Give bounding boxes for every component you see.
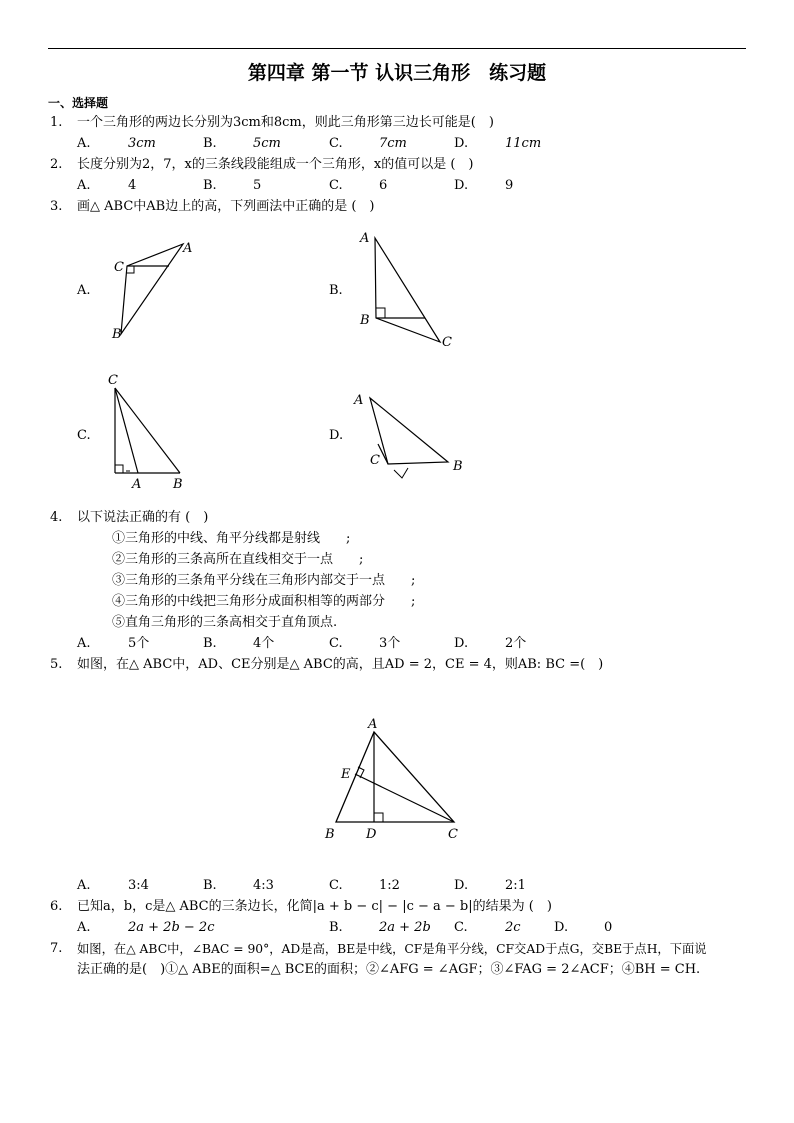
vertex-label: B [173, 477, 183, 492]
side-cb [115, 388, 180, 473]
question-number: 2. [50, 157, 63, 172]
right-angle-mark [394, 468, 408, 478]
option-value: 0 [604, 920, 613, 935]
right-angle-mark-d [374, 813, 383, 822]
vertex-label: C [114, 260, 124, 275]
vertex-label: B [112, 327, 122, 342]
question-text: 以下说法正确的有 ( ) [77, 510, 209, 525]
question-number: 5. [50, 657, 63, 672]
option-value: 3个 [379, 636, 401, 651]
option-value: 5个 [128, 636, 150, 651]
option-label: D. [454, 878, 469, 893]
option-value: 3cm [128, 136, 156, 151]
option-label: C. [329, 636, 343, 651]
option-label: D. [454, 136, 469, 151]
option-label: C. [329, 178, 343, 193]
side-ca [115, 388, 138, 473]
option-value: 6 [379, 178, 388, 193]
vertex-label: B [360, 313, 370, 328]
right-angle-mark [376, 308, 385, 318]
statement-5: ⑤直角三角形的三条高相交于直角顶点. [112, 615, 338, 630]
option-label: A. [77, 636, 91, 651]
option-label: B. [329, 283, 343, 298]
option-label: A. [77, 136, 91, 151]
question-number: 3. [50, 199, 63, 214]
vertex-label: A [354, 393, 364, 408]
option-label: D. [329, 428, 344, 443]
question-number: 4. [50, 510, 63, 525]
option-value: 9 [505, 178, 514, 193]
option-label: B. [203, 178, 217, 193]
q3-figure-c [100, 370, 195, 495]
vertex-label: D [366, 827, 377, 842]
option-value: 4个 [253, 636, 275, 651]
question-number: 6. [50, 899, 63, 914]
option-value: 5 [253, 178, 262, 193]
option-label: A. [77, 178, 91, 193]
option-label: C. [329, 136, 343, 151]
option-label: C. [329, 878, 343, 893]
option-label: D. [454, 636, 469, 651]
vertex-label: C [448, 827, 458, 842]
option-value: 2个 [505, 636, 527, 651]
option-label: D. [554, 920, 569, 935]
question-text: 如图，在△ ABC中，AD、CE分别是△ ABC的高，且AD = 2，CE = 4，则AB: BC =( ) [77, 657, 604, 672]
option-label: D. [454, 178, 469, 193]
option-value: 3:4 [128, 878, 149, 893]
option-label: B. [203, 636, 217, 651]
option-label: B. [329, 920, 343, 935]
question-text: 已知a，b，c是△ ABC的三条边长，化简|a + b − c| − |c − a − b|的结果为 ( ) [77, 899, 552, 914]
question-7-continued: 法正确的是( )①△ ABE的面积=△ BCE的面积；②∠AFG = ∠AGF；③∠FAG = 2∠ACF；④BH = CH. [77, 962, 701, 977]
triangle-abc [336, 732, 454, 822]
right-angle-mark [115, 465, 123, 473]
option-label: B. [203, 136, 217, 151]
option-value: 7cm [379, 136, 407, 151]
top-rule [48, 48, 746, 49]
option-value: 4:3 [253, 878, 274, 893]
question-text: 一个三角形的两边长分别为3cm和8cm，则此三角形第三边长可能是( ) [77, 115, 494, 130]
vertex-label: B [453, 459, 463, 474]
vertex-label: C [108, 373, 118, 388]
option-value: 5cm [253, 136, 281, 151]
statement-2: ②三角形的三条高所在直线相交于一点 ; [112, 552, 364, 567]
question-text: 如图，在△ ABC中，∠BAC = 90°，AD是高，BE是中线，CF是角平分线，CF交AD于点G，交BE于点H，下面说 [77, 942, 707, 956]
vertex-label: C [370, 453, 380, 468]
option-label: C. [454, 920, 468, 935]
vertex-label: A [368, 717, 378, 732]
option-label: A. [77, 878, 91, 893]
page-title: 第四章 第一节 认识三角形 练习题 [247, 62, 547, 84]
option-label: A. [77, 920, 91, 935]
triangle [375, 238, 440, 342]
section-heading: 一、选择题 [48, 96, 109, 110]
right-angle-mark [127, 266, 134, 273]
q3-figure-a [105, 236, 200, 344]
option-value: 4 [128, 178, 137, 193]
option-value: 2a + 2b − 2c [128, 920, 215, 935]
option-value: 2c [505, 920, 521, 935]
vertex-label: A [183, 241, 193, 256]
triangle [370, 398, 448, 464]
question-text: 长度分别为2，7，x的三条线段能组成一个三角形，x的值可以是 ( ) [77, 157, 474, 172]
statement-1: ①三角形的中线、角平分线都是射线 ; [112, 531, 351, 546]
statement-4: ④三角形的中线把三角形分成面积相等的两部分 ; [112, 594, 416, 609]
triangle [121, 244, 183, 334]
altitude-ce [355, 774, 454, 822]
q5-figure [318, 712, 468, 844]
vertex-label: C [442, 335, 452, 350]
option-label: B. [203, 878, 217, 893]
vertex-label: E [341, 767, 351, 782]
option-value: 2:1 [505, 878, 526, 893]
option-label: A. [77, 283, 91, 298]
vertex-label: B [325, 827, 335, 842]
question-number: 1. [50, 115, 63, 130]
q3-figure-d [350, 384, 475, 484]
option-value: 2a + 2b [379, 920, 431, 935]
vertex-label: A [360, 231, 370, 246]
vertex-label: A [132, 477, 142, 492]
option-value: 1:2 [379, 878, 400, 893]
question-number: 7. [50, 941, 63, 956]
q3-figure-b [355, 226, 460, 351]
option-value: 11cm [505, 136, 542, 151]
option-label: C. [77, 428, 91, 443]
question-text: 画△ ABC中AB边上的高，下列画法中正确的是 ( ) [77, 199, 375, 214]
statement-3: ③三角形的三条角平分线在三角形内部交于一点 ; [112, 573, 416, 588]
